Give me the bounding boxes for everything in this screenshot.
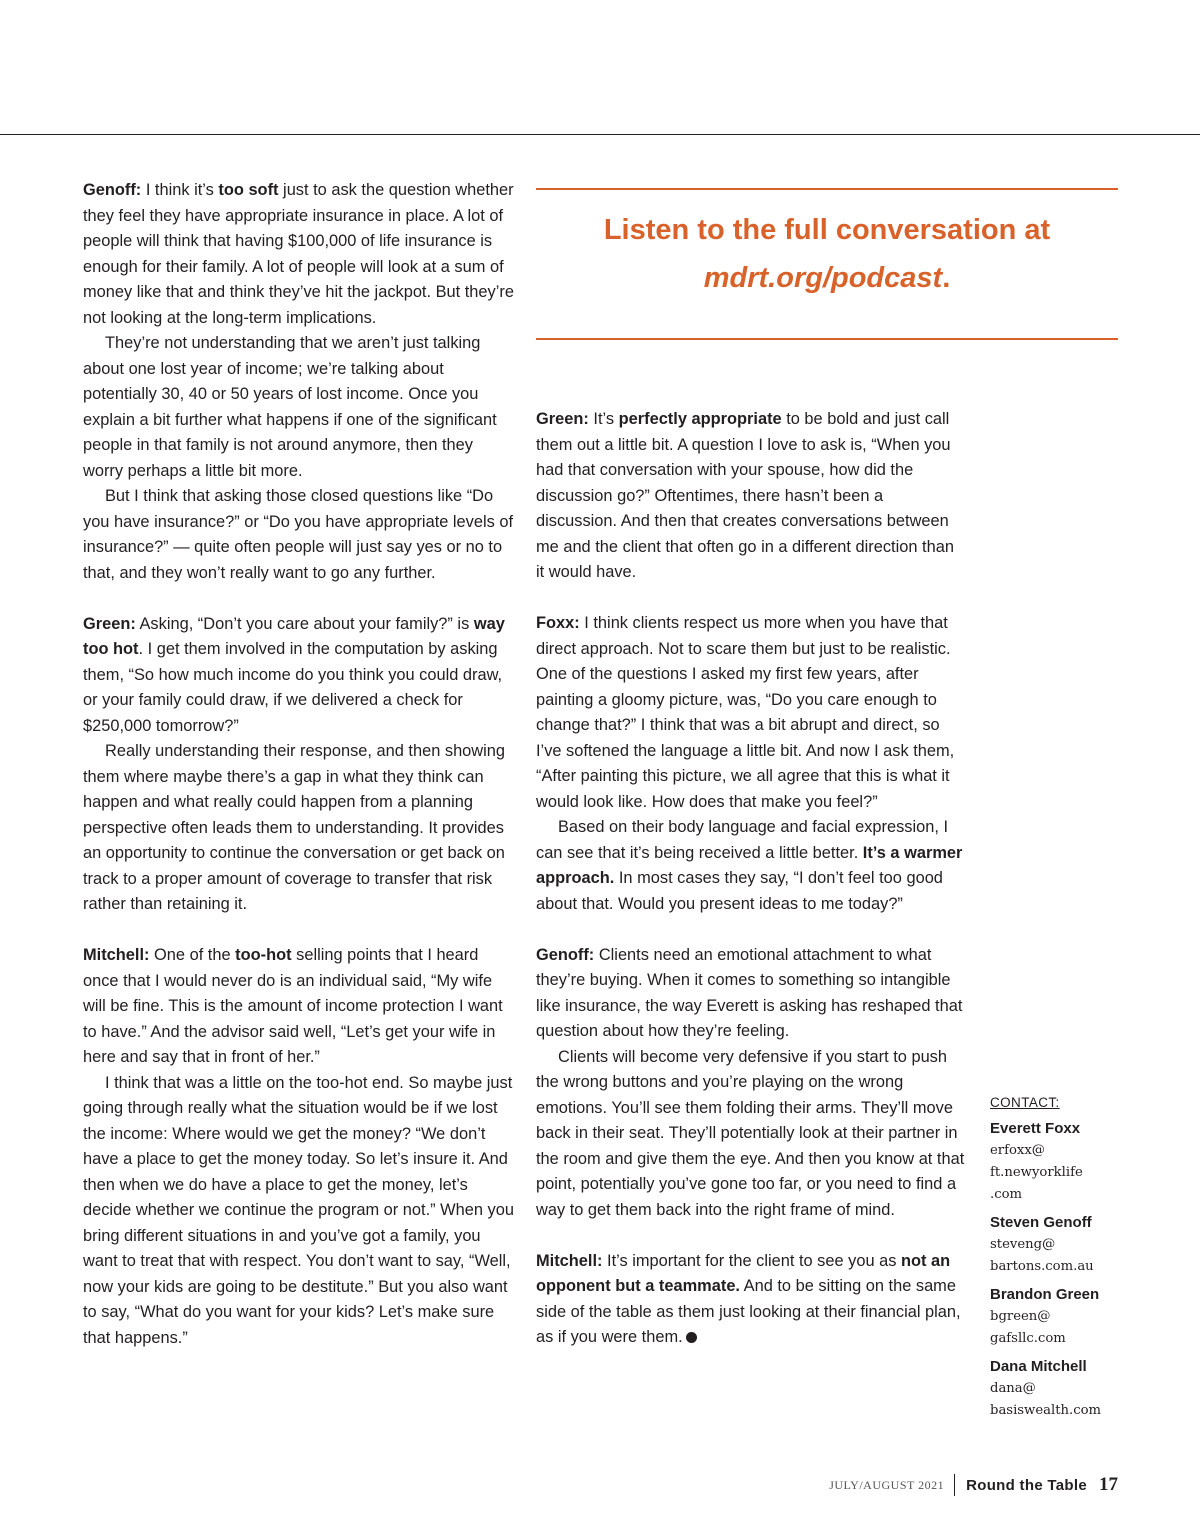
footer-divider xyxy=(954,1474,955,1496)
paragraph: But I think that asking those closed questions like “Do you have insurance?” or “Do you have appropriate levels of insurance?” — quite often people will just say yes or no to that, and they won’t really want to go any further. xyxy=(83,487,514,582)
contact-name: Everett Foxx xyxy=(990,1120,1081,1137)
contact-email[interactable]: basiswealth.com xyxy=(990,1403,1102,1418)
page-number: 17 xyxy=(1099,1474,1118,1495)
header-rule xyxy=(0,134,1200,135)
emphasis: It’s a warmer approach. xyxy=(536,843,963,887)
contact-heading: CONTACT: xyxy=(990,1095,1060,1110)
middle-column xyxy=(536,407,966,1351)
emphasis: too soft xyxy=(218,181,279,199)
magazine-title: Round the Table xyxy=(966,1476,1087,1494)
contact-email[interactable]: erfoxx@ xyxy=(990,1143,1045,1158)
contact-email[interactable]: gafsllc.com xyxy=(990,1331,1066,1346)
speaker-label: Genoff: xyxy=(83,181,142,199)
contact-entry xyxy=(990,1212,1130,1278)
speaker-label: Green: xyxy=(536,410,589,428)
left-column xyxy=(83,178,515,1351)
issue-date: JULY/AUGUST 2021 xyxy=(829,1477,945,1492)
emphasis: way too hot xyxy=(83,614,505,658)
contact-email[interactable]: dana@ xyxy=(990,1381,1036,1396)
pull-quote: Listen to the full conversation at mdrt.org/podcast. xyxy=(536,188,1118,340)
contact-entry xyxy=(990,1118,1130,1206)
paragraph: Green: Asking, “Don’t you care about your family?” is way too hot. I get them involved in the computation by asking them, “So how much income do you think you could draw, or your family could draw, if we delivered a check for $250,000 tomorrow?” xyxy=(83,614,505,735)
contact-email[interactable]: bgreen@ xyxy=(990,1309,1051,1324)
emphasis: too-hot xyxy=(235,946,292,964)
paragraph: Mitchell: One of the too-hot selling points that I heard once that I would never do is an individual said, “My wife will be fine. This is the amount of income protection I want to have.” And the advisor said well, “Let’s get your wife in here and say that in front of her.” xyxy=(83,946,503,1066)
paragraph: Genoff: Clients need an emotional attachment to what they’re buying. When it comes to something so intangible like insurance, the way Everett is asking has reshaped that question about how they’re feeling. xyxy=(536,945,963,1040)
emphasis: perfectly appropriate xyxy=(618,410,782,428)
contact-name: Brandon Green xyxy=(990,1286,1100,1303)
contact-name: Steven Genoff xyxy=(990,1214,1092,1231)
end-mark-icon xyxy=(686,1332,697,1343)
paragraph: Genoff: I think it’s too soft just to ask the question whether they feel they have appropriate insurance in place. A lot of people will think that having $100,000 of life insurance is enough for their family. A lot of people will look at a sum of money like that and think they’ve hit the jackpot. But they’re not looking at the long-term implications. xyxy=(83,181,514,327)
paragraph: Really understanding their response, and then showing them where maybe there’s a gap in what they think can happen and what really could happen from a planning perspective often leads them to understanding. It provides an opportunity to continue the conversation or get back on track to a proper amount of coverage to transfer that risk rather than retaining it. xyxy=(83,742,506,913)
paragraph: Based on their body language and facial expression, I can see that it’s being received a little better. It’s a warmer approach. In most cases they say, “I don’t feel too good about that. Would you present ideas to me today?” xyxy=(536,818,963,913)
contact-entry xyxy=(990,1284,1130,1350)
speaker-label: Mitchell: xyxy=(536,1251,603,1270)
speaker-label: Genoff: xyxy=(536,945,595,964)
contact-email[interactable]: ft.newyorklife xyxy=(990,1165,1083,1180)
contact-box xyxy=(990,1095,1130,1428)
speaker-label: Foxx: xyxy=(536,614,580,632)
paragraph: Mitchell: It’s important for the client to see you as not an opponent but a teammate. And to be sitting on the same side of the table as them just looking at their financial plan, as if you were them. xyxy=(536,1251,961,1346)
paragraph: They’re not understanding that we aren’t just talking about one lost year of income; we’re talking about potentially 30, 40 or 50 years of lost income. Once you explain a bit further what happens if one of the significant people in that family is not around anymore, then they worry perhaps a little bit more. xyxy=(83,334,497,480)
paragraph: Foxx: I think clients respect us more when you have that direct approach. Not to scare them but just to be realistic. One of the questions I asked my first few years, after painting a gloomy picture, was, “Do you care enough to change that?” I think that was a bit abrupt and direct, so I’ve softened the language a little bit. And now I ask them, “After painting this picture, we all agree that this is what it would look like. How does that make you feel?” xyxy=(536,614,955,811)
paragraph: Clients will become very defensive if you start to push the wrong buttons and you’re playing on the wrong emotions. You’ll see them folding their arms. They’ll move back in their seat. They’ll potentially look at their partner in the room and give them the eye. And then you know at that point, potentially you’ve gone too far, or you need to find a way to get them back into the right frame of mind. xyxy=(536,1047,965,1219)
emphasis: not an opponent but a teammate. xyxy=(536,1251,951,1295)
contact-email[interactable]: .com xyxy=(990,1187,1023,1202)
podcast-link[interactable]: mdrt.org/podcast xyxy=(703,262,943,294)
contact-email[interactable]: steveng@ xyxy=(990,1237,1056,1252)
contact-name: Dana Mitchell xyxy=(990,1358,1087,1375)
speaker-label: Green: xyxy=(83,614,136,633)
page-footer xyxy=(780,1474,1118,1496)
contact-email[interactable]: bartons.com.au xyxy=(990,1259,1094,1274)
pull-quote-text: Listen to the full conversation at xyxy=(603,214,1051,246)
paragraph: I think that was a little on the too-hot end. So maybe just going through really what the situation would be if we lost the income: Where would we get the money? “We don’t have a place to get the money today. So let’s insure it. And then when we do have a place to get the money, let’s decide whether we continue the program or not.” When you bring different situations in and you’ve got a family, you want to treat that with respect. You don’t want to say, “Well, now your kids are going to be destitute.” But you also want to say, “What do you want for your kids? Let’s make sure that happens.” xyxy=(83,1073,514,1347)
speaker-label: Mitchell: xyxy=(83,946,150,964)
paragraph: Green: It’s perfectly appropriate to be bold and just call them out a little bit. A question I love to ask is, “When you had that conversation with your spouse, how did the discussion go?” Oftentimes, there hasn’t been a discussion. And then that creates conversations between me and the client that often go in a different direction than it would have. xyxy=(536,410,954,581)
contact-entry xyxy=(990,1356,1130,1422)
